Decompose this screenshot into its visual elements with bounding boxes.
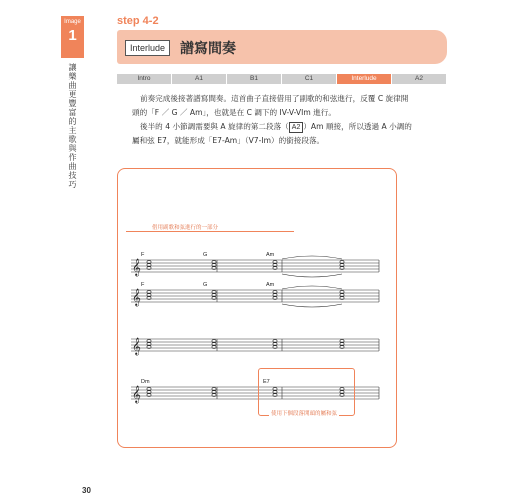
structure-segment-a2: A2 — [392, 74, 447, 84]
structure-segment-intro: Intro — [117, 74, 172, 84]
chapter-title-char: 的 — [68, 117, 77, 126]
chapter-title-char: 曲 — [68, 162, 77, 171]
chord-symbol: G — [202, 251, 207, 258]
section-banner — [117, 30, 447, 64]
paragraph-1 — [132, 92, 432, 120]
structure-segment-interlude: Interlude — [337, 74, 392, 84]
chapter-title-char: 與 — [68, 144, 77, 153]
song-structure-bar — [117, 74, 447, 84]
chapter-title-char: 歌 — [68, 135, 77, 144]
tie-arc — [282, 304, 342, 307]
treble-clef-icon: 𝄞 — [131, 385, 141, 403]
treble-clef-icon: 𝄞 — [131, 337, 141, 355]
score-frame — [117, 168, 397, 448]
chapter-title-char: 讓 — [68, 63, 77, 72]
structure-segment-b1: B1 — [227, 74, 282, 84]
section-tag: Interlude — [125, 40, 170, 56]
chapter-title-char: 主 — [68, 126, 77, 135]
treble-clef-icon: 𝄞 — [131, 258, 141, 276]
chapter-tab-header — [61, 16, 84, 58]
chord-symbol: Am — [265, 251, 274, 258]
tie-arc — [282, 256, 342, 259]
paragraph-2 — [132, 120, 432, 148]
chapter-title-char: 作 — [68, 153, 77, 162]
chapter-side-tab — [61, 16, 84, 189]
section-box-a2: A2 — [289, 122, 304, 133]
paragraph-2-line-2: 屬和弦 E7，就能形成「E7-Am」（V7-Im）的銜接段落。 — [132, 136, 325, 145]
chapter-title-char: 更 — [68, 90, 77, 99]
chapter-title-char: 巧 — [68, 180, 77, 189]
treble-clef-icon: 𝄞 — [131, 288, 141, 306]
paragraph-2-text-a: 後半的 4 小節調需要與 A 旋律的第二段落（ — [140, 122, 289, 131]
chapter-tab-small-label: Image — [64, 19, 81, 25]
chapter-number: 1 — [68, 27, 77, 44]
chord-symbol: Dm — [140, 378, 150, 385]
paragraph-1-line-1: 前奏完成後接著譜寫間奏。這首曲子直接借用了副歌的和弦進行，反覆 C 旋律開 — [140, 94, 409, 103]
chord-symbol: E7 — [262, 378, 270, 385]
page-number: 30 — [82, 486, 91, 495]
paragraph-1-line-2: 頭的「F ／ G ／ Am」，也就是在 C 調下的 IV-V-VIm 進行。 — [132, 108, 336, 117]
step-label: step 4-2 — [117, 15, 159, 27]
chapter-title-char: 曲 — [68, 81, 77, 90]
chapter-title-char: 技 — [68, 171, 77, 180]
structure-segment-c1: C1 — [282, 74, 337, 84]
paragraph-2-text-b: ）Am 順接，所以透過 A 小調的 — [303, 122, 412, 131]
tie-arc — [282, 286, 342, 289]
section-title: 譜寫間奏 — [180, 41, 236, 57]
callout-top-text: 借用副歌和弦進行的一部分 — [152, 225, 219, 231]
chord-symbol: F — [140, 251, 144, 258]
chord-symbol: Am — [265, 281, 274, 288]
chapter-title-char: 豐 — [68, 99, 77, 108]
tie-arc — [282, 274, 342, 277]
chapter-title-char: 樂 — [68, 72, 77, 81]
structure-segment-a1: A1 — [172, 74, 227, 84]
chapter-vertical-title — [67, 63, 78, 189]
chord-symbol: F — [140, 281, 144, 288]
chord-symbol: G — [202, 281, 207, 288]
paragraph-2-line-1 — [132, 120, 432, 134]
callout-bottom-text: 使用下個段落開頭的屬和弦 — [271, 411, 338, 417]
chapter-title-char: 富 — [68, 108, 77, 117]
